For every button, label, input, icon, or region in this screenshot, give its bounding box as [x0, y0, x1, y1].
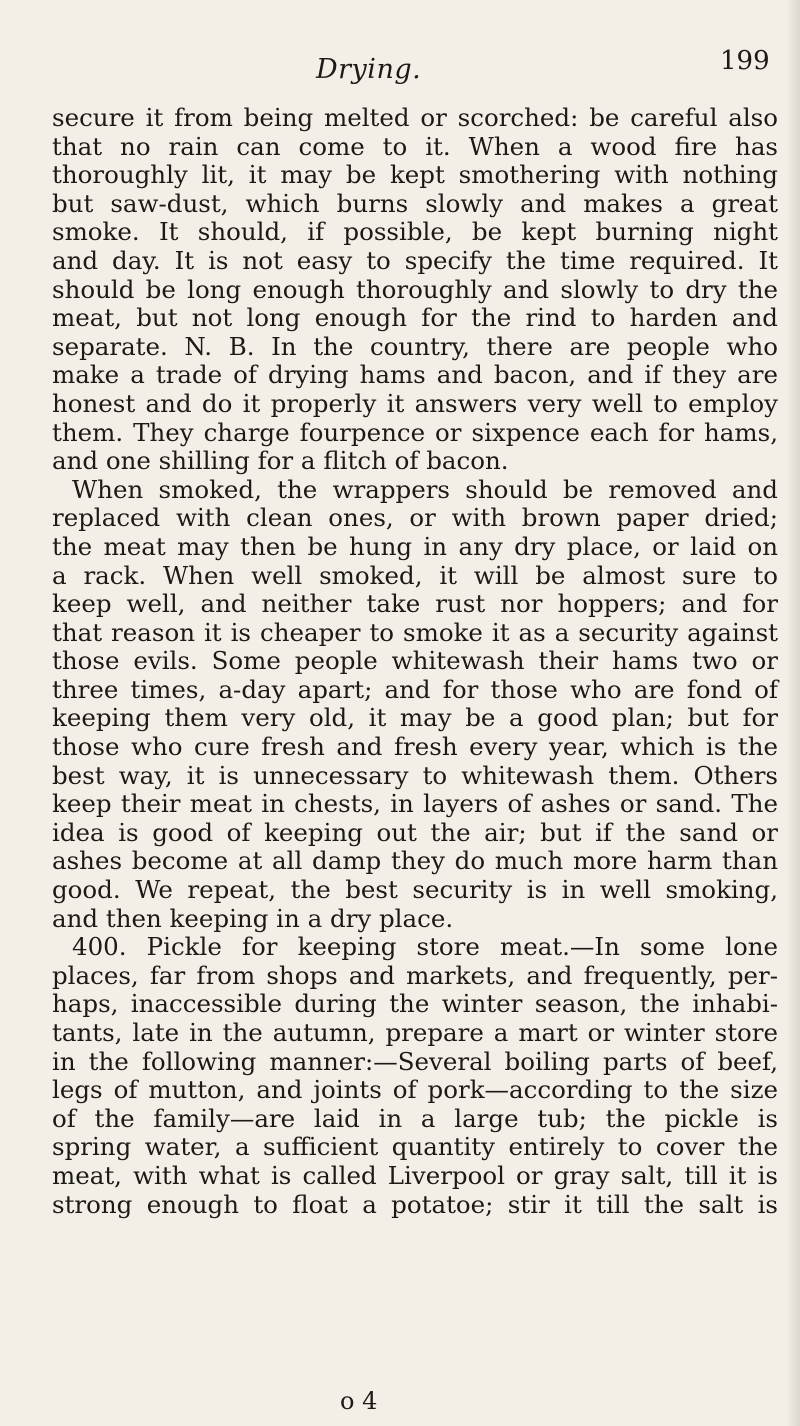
text-line: that no rain can come to it. When a wood fire has — [52, 131, 778, 161]
text-line: places, far from shops and markets, and frequently, per- — [52, 960, 778, 990]
text-line: smoke. It should, if possible, be kept burning night — [52, 217, 778, 247]
paragraph-end-line: and one shilling for a flitch of bacon. — [52, 446, 509, 476]
text-line: the meat may then be hung in any dry place, or laid on — [52, 531, 778, 561]
text-line: should be long enough thoroughly and slowly to dry the — [52, 274, 778, 304]
running-head — [0, 46, 800, 92]
text-line: them. They charge fourpence or sixpence each for hams, — [52, 417, 778, 447]
text-line: meat, but not long enough for the rind to harden and — [52, 303, 778, 333]
text-line: good. We repeat, the best security is in well smoking, — [52, 875, 778, 905]
text-line: a rack. When well smoked, it will be almost sure to — [52, 560, 778, 590]
text-line: keeping them very old, it may be a good plan; but for — [52, 703, 778, 733]
text-line: in the following manner:—Several boiling parts of beef, — [52, 1046, 778, 1076]
body-text — [52, 104, 778, 1219]
section-heading-line: 400. Pickle for keeping store meat.—In some lone — [72, 932, 778, 962]
text-line: of the family—are laid in a large tub; the pickle is — [52, 1103, 778, 1133]
text-line: thoroughly lit, it may be kept smothering with nothing — [52, 160, 778, 190]
text-line: that reason it is cheaper to smoke it as a security against — [52, 617, 778, 647]
text-line: replaced with clean ones, or with brown paper dried; — [52, 503, 778, 533]
page-edge-shadow — [786, 0, 800, 1426]
text-line: strong enough to float a potatoe; stir it till the salt is — [52, 1189, 778, 1219]
text-line: legs of mutton, and joints of pork—according to the size — [52, 1075, 778, 1105]
text-line: but saw-dust, which burns slowly and makes a great — [52, 188, 778, 218]
text-line: make a trade of drying hams and bacon, and if they are — [52, 360, 778, 390]
text-line: secure it from being melted or scorched: be careful also — [52, 103, 778, 132]
paragraph-start-line: When smoked, the wrappers should be removed and — [72, 474, 778, 504]
text-line: ashes become at all damp they do much more harm than — [52, 846, 778, 876]
text-line: separate. N. B. In the country, there are people who — [52, 331, 778, 361]
running-title: Drying. — [316, 54, 422, 85]
text-line: tants, late in the autumn, prepare a mart or winter store — [52, 1018, 778, 1047]
text-line: those evils. Some people whitewash their hams two or — [52, 646, 778, 676]
text-line: best way, it is unnecessary to whitewash them. Others — [52, 760, 778, 790]
paragraph-end-line: and then keeping in a dry place. — [52, 903, 454, 933]
text-line: three times, a-day apart; and for those who are fond of — [52, 674, 778, 704]
text-line: meat, with what is called Liverpool or gray salt, till it is — [52, 1160, 778, 1190]
text-line: keep their meat in chests, in layers of ashes or sand. The — [52, 789, 778, 819]
text-line: haps, inaccessible during the winter season, the inhabi- — [52, 989, 778, 1019]
text-line: honest and do it properly it answers very well to employ — [52, 388, 778, 418]
text-line: keep well, and neither take rust nor hoppers; and for — [52, 589, 778, 619]
text-line: those who cure fresh and fresh every year, which is the — [52, 732, 778, 762]
signature-mark: o 4 — [340, 1387, 378, 1415]
text-line: and day. It is not easy to specify the time required. It — [52, 245, 778, 275]
text-line: idea is good of keeping out the air; but if the sand or — [52, 817, 778, 847]
text-line: spring water, a sufficient quantity entirely to cover the — [52, 1132, 778, 1162]
page-number: 199 — [720, 46, 770, 76]
